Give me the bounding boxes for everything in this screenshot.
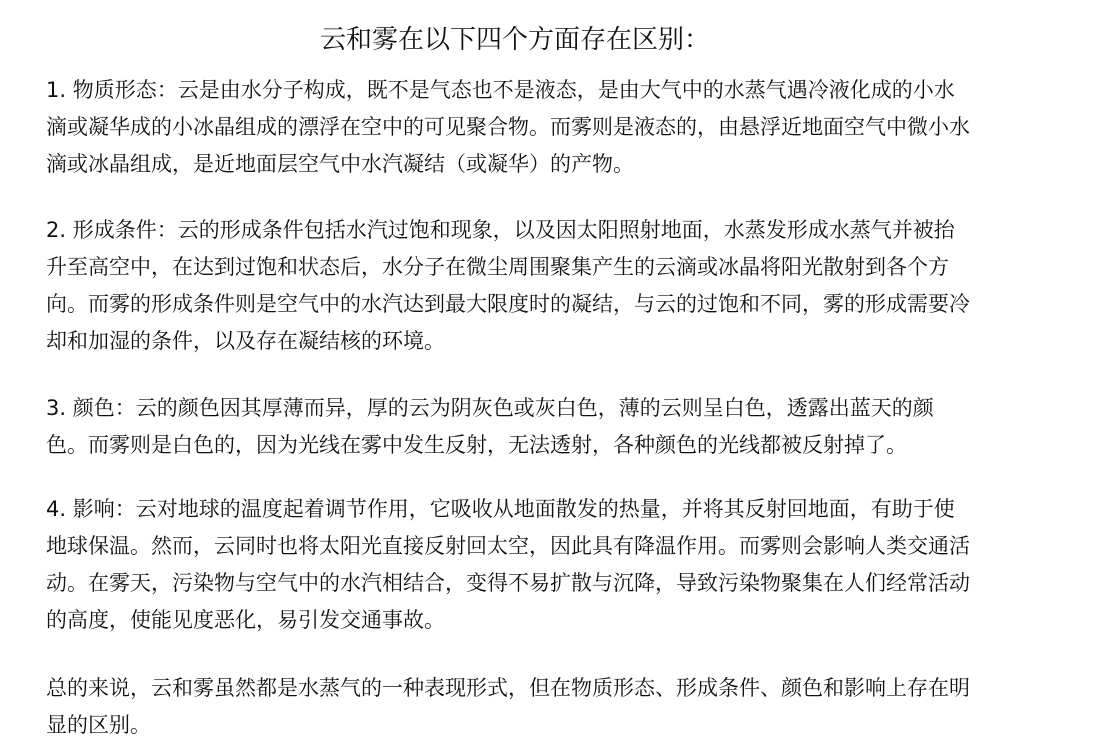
paragraph-line: 的高度，使能见度恶化，易引发交通事故。 bbox=[46, 608, 445, 632]
paragraph-formation-conditions bbox=[46, 212, 1066, 360]
paragraph-line: 动。在雾天，污染物与空气中的水汽相结合，变得不易扩散与沉降，导致污染物聚集在人们经常活动 bbox=[46, 571, 970, 595]
document-title: 云和雾在以下四个方面存在区别： bbox=[319, 25, 710, 55]
paragraph-line: 4. 影响：云对地球的温度起着调节作用，它吸收从地面散发的热量，并将其反射回地面，有助于使 bbox=[46, 497, 955, 521]
paragraph-line: 滴或凝华成的小冰晶组成的漂浮在空中的可见聚合物。而雾则是液态的，由悬浮近地面空气中微小水 bbox=[46, 115, 970, 139]
paragraph-line: 1. 物质形态：云是由水分子构成，既不是气态也不是液态，是由大气中的水蒸气遇冷液化成的小水 bbox=[46, 78, 955, 102]
paragraph-line: 滴或冰晶组成，是近地面层空气中水汽凝结（或凝华）的产物。 bbox=[46, 152, 634, 176]
paragraph-line: 向。而雾的形成条件则是空气中的水汽达到最大限度时的凝结，与云的过饱和不同，雾的形成需要冷 bbox=[46, 292, 970, 316]
paragraph-line: 却和加湿的条件，以及存在凝结核的环境。 bbox=[46, 329, 445, 353]
paragraph-impact bbox=[46, 491, 1066, 639]
paragraph-line: 显的区别。 bbox=[46, 713, 151, 737]
paragraph-color bbox=[46, 390, 1066, 464]
paragraph-summary bbox=[46, 670, 1066, 744]
paragraph-line: 总的来说，云和雾虽然都是水蒸气的一种表现形式，但在物质形态、形成条件、颜色和影响上存在明 bbox=[46, 676, 970, 700]
paragraph-line: 色。而雾则是白色的，因为光线在雾中发生反射，无法透射，各种颜色的光线都被反射掉了。 bbox=[46, 433, 907, 457]
paragraph-line: 3. 颜色：云的颜色因其厚薄而异，厚的云为阴灰色或灰白色，薄的云则呈白色，透露出蓝天的颜 bbox=[46, 396, 934, 420]
paragraph-line: 升至高空中，在达到过饱和状态后，水分子在微尘周围聚集产生的云滴或冰晶将阳光散射到各个方 bbox=[46, 255, 949, 279]
paragraph-line: 地球保温。然而，云同时也将太阳光直接反射回太空，因此具有降温作用。而雾则会影响人类交通活 bbox=[46, 534, 970, 558]
paragraph-line: 2. 形成条件：云的形成条件包括水汽过饱和现象，以及因太阳照射地面，水蒸发形成水蒸气并被抬 bbox=[46, 218, 955, 242]
paragraph-material-form bbox=[46, 72, 1066, 183]
